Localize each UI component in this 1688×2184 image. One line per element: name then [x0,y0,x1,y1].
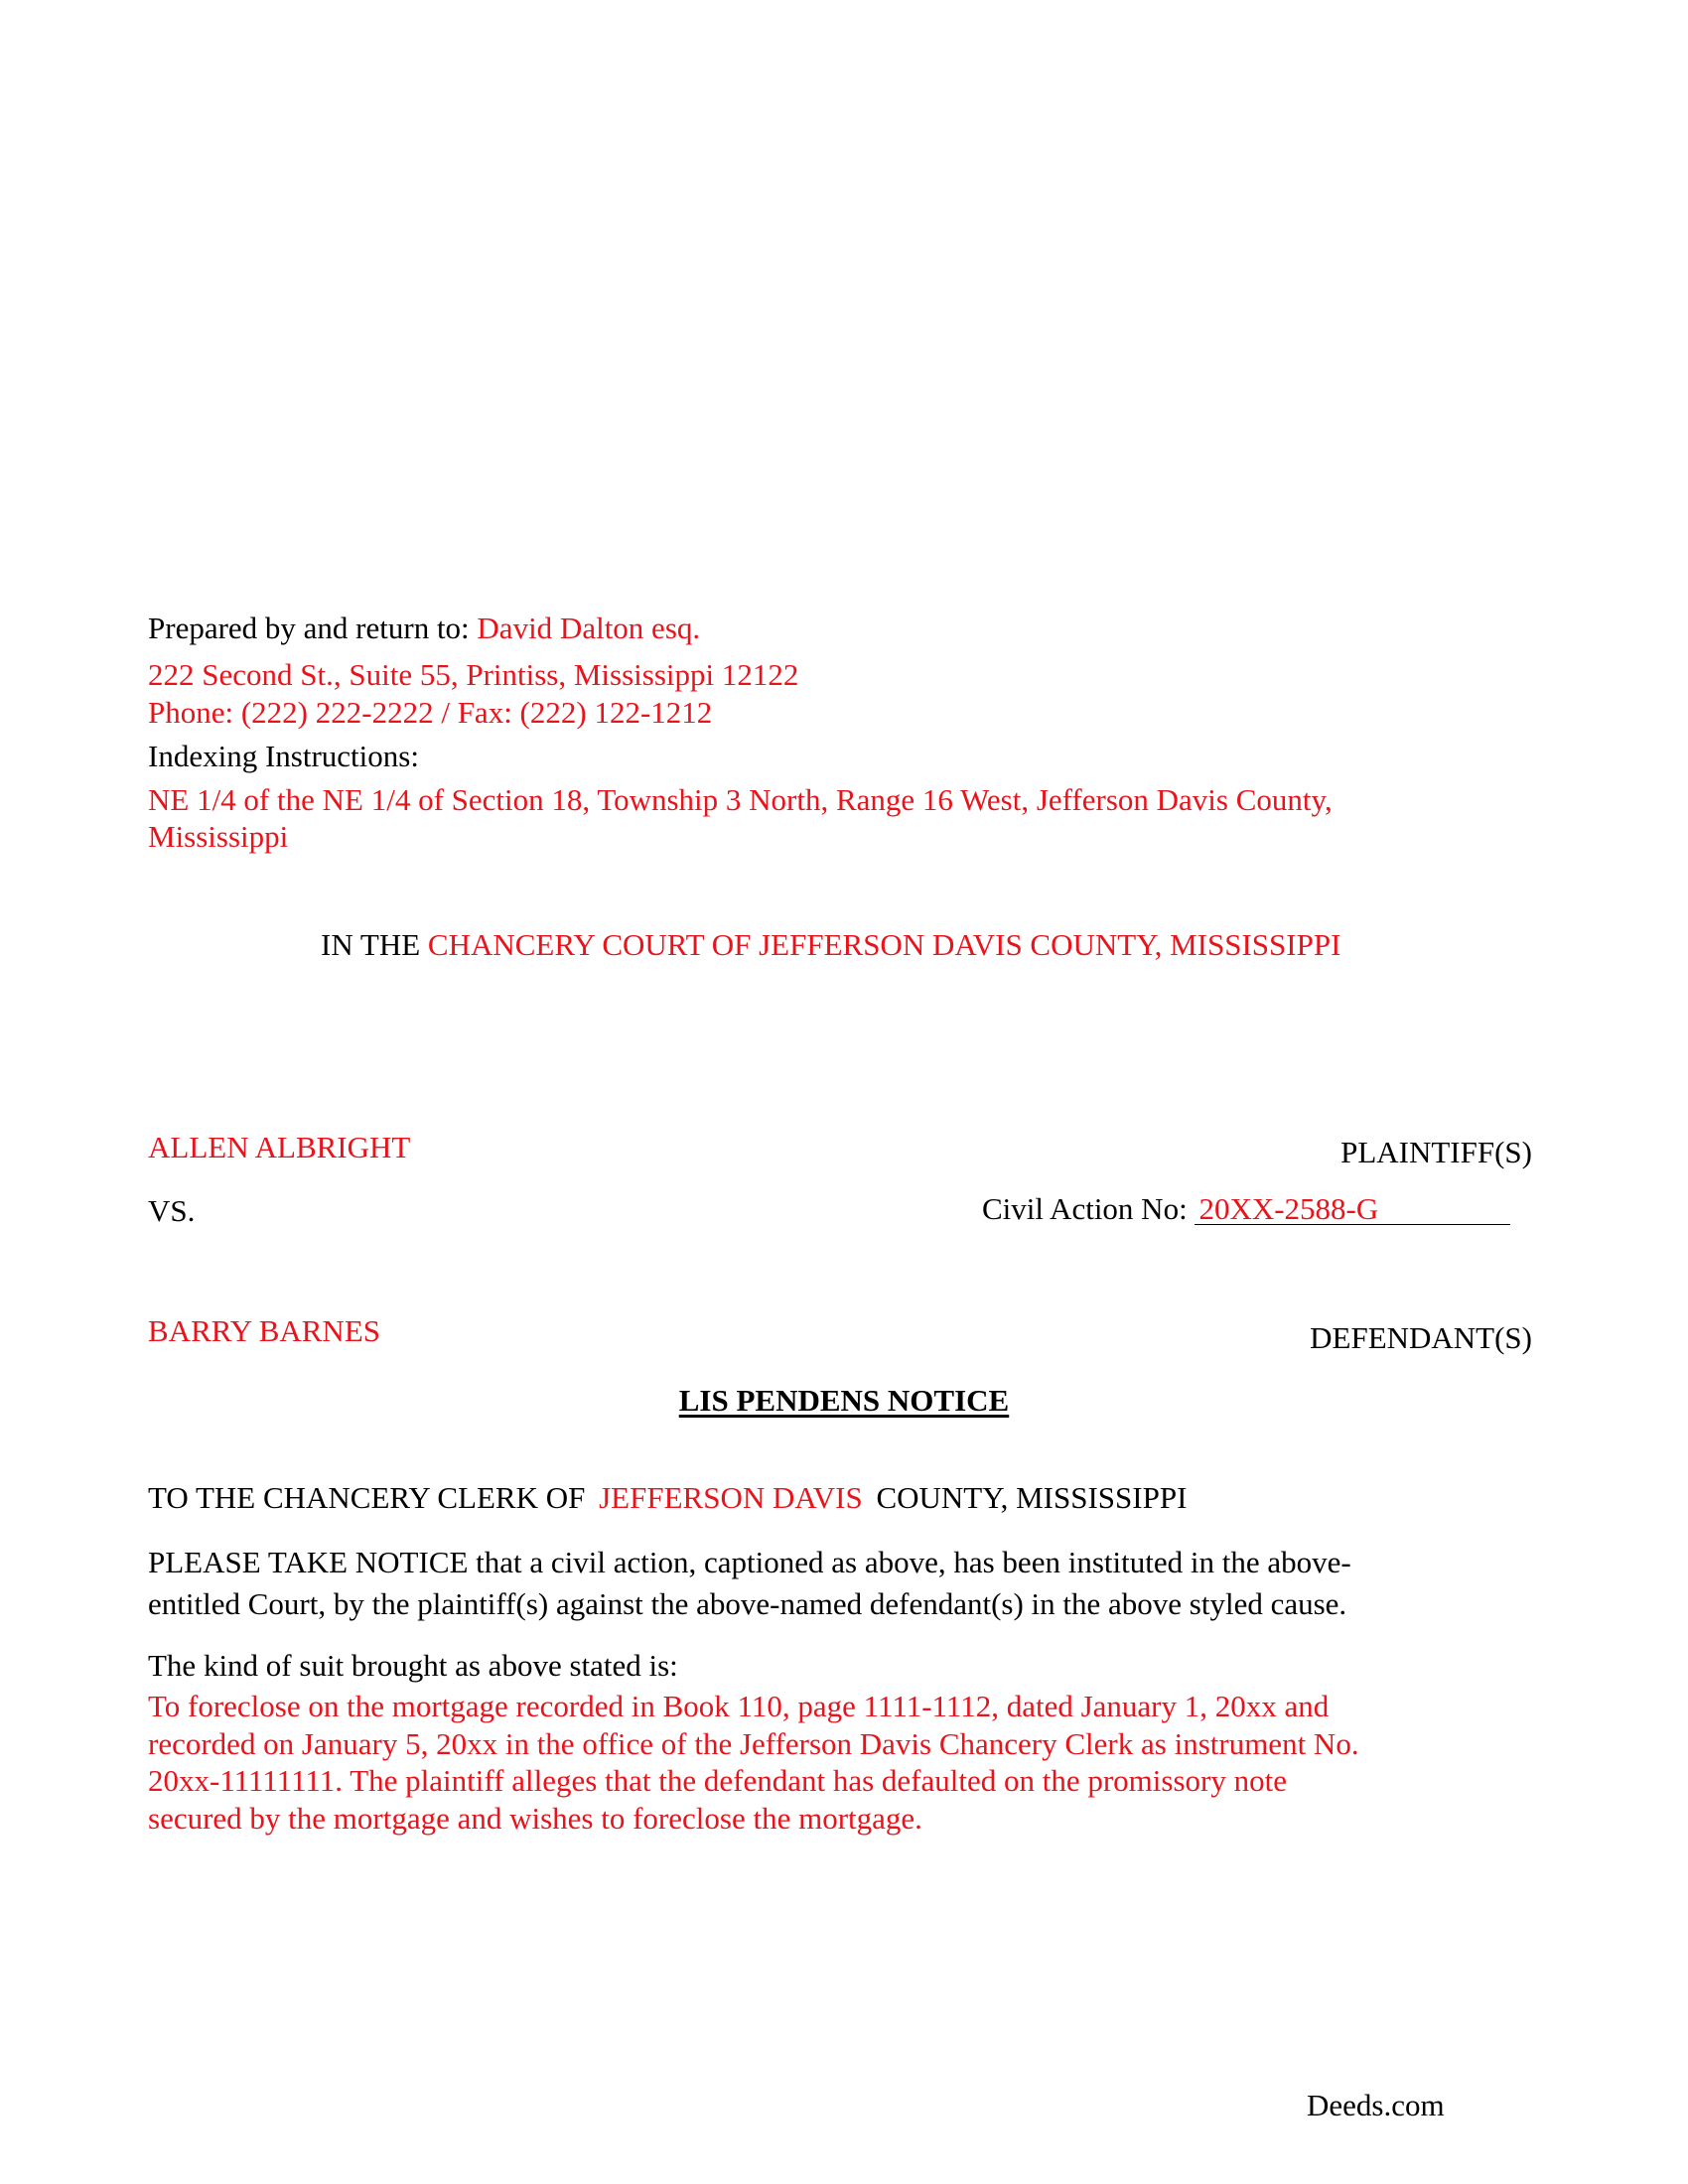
suit-line-4: secured by the mortgage and wishes to foreclose the mortgage. [148,1801,922,1836]
suit-kind-label: The kind of suit brought as above stated is: [148,1648,678,1683]
court-heading [321,926,1340,963]
prepared-by-line [148,610,700,646]
clerk-county: JEFFERSON DAVIS [599,1480,863,1515]
prepared-by-label: Prepared by and return to: [148,611,470,645]
preparer-phone-fax: Phone: (222) 222-2222 / Fax: (222) 122-1212 [148,695,713,730]
plaintiff-label: PLAINTIFF(S) [1340,1135,1532,1169]
indexing-line-2: Mississippi [148,819,289,854]
suit-line-2: recorded on January 5, 20xx in the office of the Jefferson Davis Chancery Clerk as instrument No. [148,1726,1359,1761]
defendant-name: BARRY BARNES [148,1313,380,1348]
defendant-label: DEFENDANT(S) [1310,1320,1532,1355]
court-prefix: IN THE [321,927,421,962]
document-title: LIS PENDENS NOTICE [678,1383,1010,1418]
to-clerk-prefix: TO THE CHANCERY CLERK OF [148,1480,586,1515]
preparer-address: 222 Second St., Suite 55, Printiss, Mississippi 12122 [148,657,799,692]
notice-body-line-2: entitled Court, by the plaintiff(s) against the above-named defendant(s) in the above styled cause. [148,1586,1347,1621]
preparer-name: David Dalton esq. [477,611,701,645]
indexing-label: Indexing Instructions: [148,739,419,773]
to-clerk-line [148,1479,1187,1516]
footer-watermark: Deeds.com [1307,2088,1445,2122]
suit-line-3: 20xx-11111111. The plaintiff alleges that the defendant has defaulted on the promissory note [148,1763,1287,1798]
notice-body-line-1: PLEASE TAKE NOTICE that a civil action, captioned as above, has been instituted in the above- [148,1545,1351,1579]
civil-action-line [982,1190,1510,1227]
suit-line-1: To foreclose on the mortgage recorded in Book 110, page 1111-1112, dated January 1, 20xx and [148,1689,1330,1723]
to-clerk-suffix: COUNTY, MISSISSIPPI [876,1480,1188,1515]
civil-action-label: Civil Action No: [982,1191,1188,1226]
civil-action-number: 20XX-2588-G [1195,1194,1510,1225]
indexing-line-1: NE 1/4 of the NE 1/4 of Section 18, Township 3 North, Range 16 West, Jefferson Davis County, [148,782,1333,817]
plaintiff-name: ALLEN ALBRIGHT [148,1130,411,1164]
court-name: CHANCERY COURT OF JEFFERSON DAVIS COUNTY, MISSISSIPPI [427,927,1341,962]
versus-text: VS. [148,1193,196,1228]
